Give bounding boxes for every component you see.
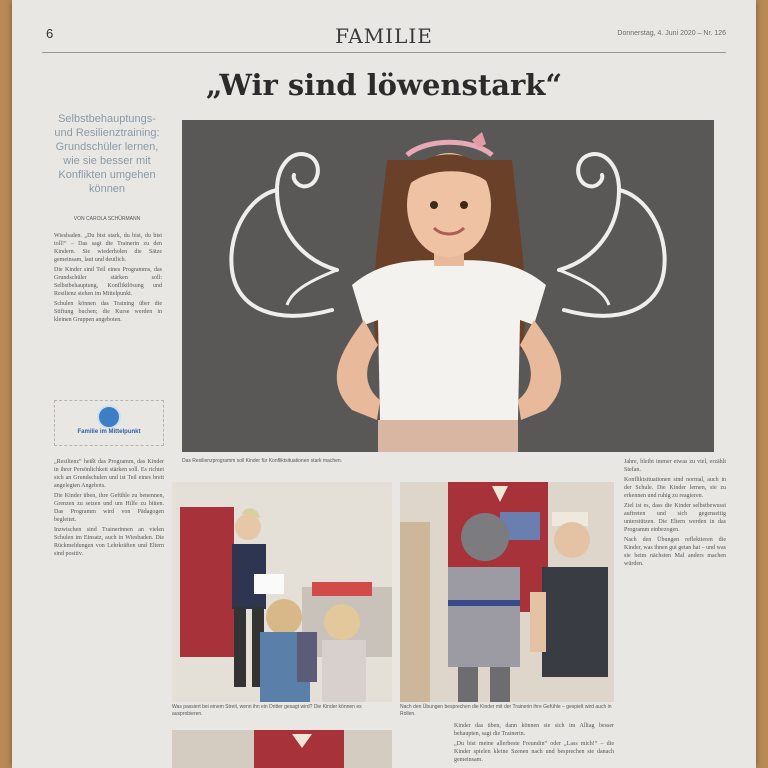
photo-child-illustration — [400, 482, 614, 702]
info-box-text: Familie im Mittelpunkt — [77, 429, 141, 435]
photo-child-trainer — [400, 482, 614, 702]
photo-trainer-children — [172, 482, 392, 702]
hero-illustration — [182, 120, 714, 452]
page-header — [42, 22, 726, 53]
paragraph: Konfliktsituationen sind normal, auch in der Schule. Die Kinder lernen, sie zu erkennen und ruhig zu reagieren. — [624, 477, 726, 499]
photo-bottom — [172, 730, 392, 768]
paragraph: Die Kinder sind Teil eines Programms, das Grundschüler stärken soll: Selbstbehauptung, Konfliktlösung und Resilienz stehen im Mittelpunkt. — [54, 267, 162, 297]
article-headline: „Wir sind löwenstark“ — [205, 68, 563, 102]
photo1-caption: Was passiert bei einem Streit, wenn ihn ein Dritter gesagt wird? Die Kinder können es ausprobieren. — [172, 704, 362, 717]
photo-trainer-illustration — [172, 482, 392, 702]
page-number: 6 — [46, 26, 54, 41]
paragraph: Die Kinder üben, ihre Gefühle zu benennen, Grenzen zu setzen und um Hilfe zu bitten. Das Programm wird von Pädagogen begleitet. — [54, 493, 164, 523]
paragraph: Nach den Übungen reflektieren die Kinder, was ihnen gut getan hat – und was sie beim nächsten Mal anders machen würden. — [624, 537, 726, 567]
paragraph: Kinder das üben, dann können sie sich im Alltag besser behaupten, sagt die Trainerin. — [454, 723, 614, 737]
dateline: Donnerstag, 4. Juni 2020 – Nr. 126 — [617, 30, 726, 37]
paragraph: Ziel ist es, dass die Kinder selbstbewusst auftreten und sich gegenseitig unterstützen. Die Eltern werden in das Programm einbezogen. — [624, 503, 726, 533]
paragraph: Wiesbaden. „Du bist stark, du bist, du bist toll!“ – Das sagt die Trainerin zu den Kindern. Sie wiederholen die Sätze gemeinsam, laut und deutlich. — [54, 233, 162, 263]
text-column-4 — [624, 458, 726, 768]
info-box — [54, 400, 164, 446]
article-lede: Selbstbehauptungs- und Resilienztraining: Grundschüler lernen, wie sie besser mit Konflikten umgehen können — [54, 113, 160, 195]
paragraph: Inzwischen sind Trainerinnen an vielen Schulen im Einsatz, auch in Wiesbaden. Die Rückmeldungen von Lehrkräften und Eltern sind positiv. — [54, 527, 164, 557]
text-column-1b — [54, 458, 164, 768]
paragraph: Jahre, bleibt immer etwas zu viel, erzählt Stefan. — [624, 459, 726, 473]
paragraph: „Du bist meine allerbeste Freundin“ oder „Lass mich!“ – die Kinder spielen kleine Szenen nach und besprechen sie danach gemeinsam. — [454, 741, 614, 763]
newspaper-page — [12, 0, 756, 768]
photo-bottom-illustration — [172, 730, 392, 768]
paragraph: „Resilienz“ heißt das Programm, das Kinder in ihrer Persönlichkeit stärken soll. Es richtet sich an Grundschulen und ist Teil eines breit angelegten Angebots. — [54, 459, 164, 489]
text-column-3 — [454, 722, 614, 768]
hero-caption: Das Resilienzprogramm soll Kinder für Konfliktsituationen stark machen. — [182, 458, 343, 464]
article-byline: VON CAROLA SCHÜRMANN — [73, 216, 141, 222]
hero-photo — [182, 120, 714, 452]
text-column-1 — [54, 232, 162, 394]
globe-logo-icon — [97, 405, 121, 429]
paragraph: Schulen können das Training über die Stiftung buchen; die Kurse werden in kleinen Gruppen angeboten. — [54, 301, 162, 323]
photo2-caption: Nach den Übungen besprechen die Kinder mit der Trainerin ihre Gefühle – gespielt wird auch in Rollen. — [400, 704, 612, 717]
section-title: FAMILIE — [335, 24, 433, 48]
